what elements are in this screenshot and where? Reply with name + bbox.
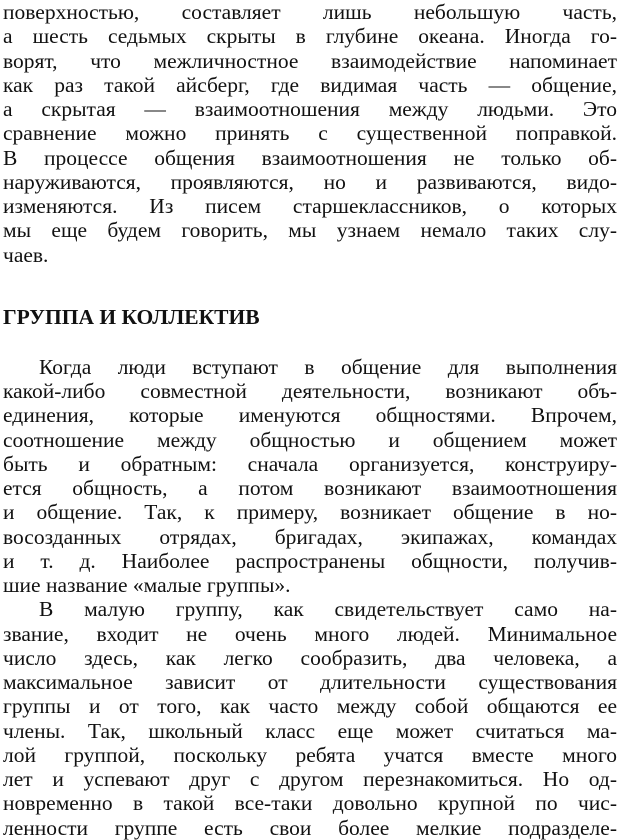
text-line: члены. Так, школьный класс еще может считаться ма- (3, 718, 617, 743)
text-line: В процессе общения взаимоотношения не только об- (3, 145, 617, 170)
text-line: а шесть седьмых скрыты в глубине океана. Иногда го- (3, 24, 617, 49)
text-line: число здесь, как легко сообразить, два человека, а (3, 645, 617, 670)
text-line: чаев. (3, 242, 49, 267)
text-line: как раз такой айсберг, где видимая часть — общение, (3, 72, 617, 97)
text-line: звание, входит не очень много людей. Минимальное (3, 621, 617, 646)
text-line: изменяются. Из писем старшеклассников, о которых (3, 194, 617, 218)
text-line: восозданных отрядах, бригадах, экипажах, командах (3, 524, 617, 549)
text-line: мы еще будем говорить, мы узнаем немало таких слу- (3, 218, 617, 243)
text-line: новременно в такой все-таки довольно крупной по чис- (3, 791, 617, 816)
paragraph-iceberg (3, 0, 617, 267)
text-line: быть и обратным: сначала организуется, конструиру- (3, 451, 617, 476)
text-line: максимальное зависит от длительности существования (3, 670, 617, 694)
text-line: единения, которые именуются общностями. Впрочем, (3, 403, 617, 428)
text-line: лет и успевают друг с другом перезнакомиться. Но од- (3, 767, 617, 791)
text-line: группы и от того, как часто между собой общаются ее (3, 694, 617, 719)
text-line: и т. д. Наиболее распространены общности, получив- (3, 548, 617, 573)
text-line: соотношение между общностью и общением может (3, 427, 617, 452)
text-line: ется общность, а потом возникают взаимоотношения (3, 476, 617, 500)
text-line: какой-либо совместной деятельности, возникают объ- (3, 379, 617, 403)
text-line: и общение. Так, к примеру, возникает общение в но- (3, 500, 617, 525)
book-page (3, 0, 617, 840)
section-heading: ГРУППА И КОЛЛЕКТИВ (3, 304, 260, 329)
text-line: а скрытая — взаимоотношения между людьми. Это (3, 97, 617, 121)
text-line: шие название «малые группы». (3, 573, 291, 597)
text-line: сравнение можно принять с существенной поправкой. (3, 121, 617, 146)
text-line: ленности группе есть свои более мелкие подразделе- (3, 815, 617, 840)
paragraph-communities (3, 355, 617, 598)
text-line: наруживаются, проявляются, но и развиваются, видо- (3, 169, 617, 194)
text-line: Когда люди вступают в общение для выполнения (39, 354, 617, 379)
text-line: В малую группу, как свидетельствует само на- (39, 597, 617, 622)
paragraph-small-group (3, 597, 617, 840)
text-line: лой группой, поскольку ребята учатся вместе много (3, 742, 617, 767)
text-line: ворят, что межличностное взаимодействие напоминает (3, 48, 617, 73)
text-line: поверхностью, составляет лишь небольшую часть, (3, 0, 617, 24)
